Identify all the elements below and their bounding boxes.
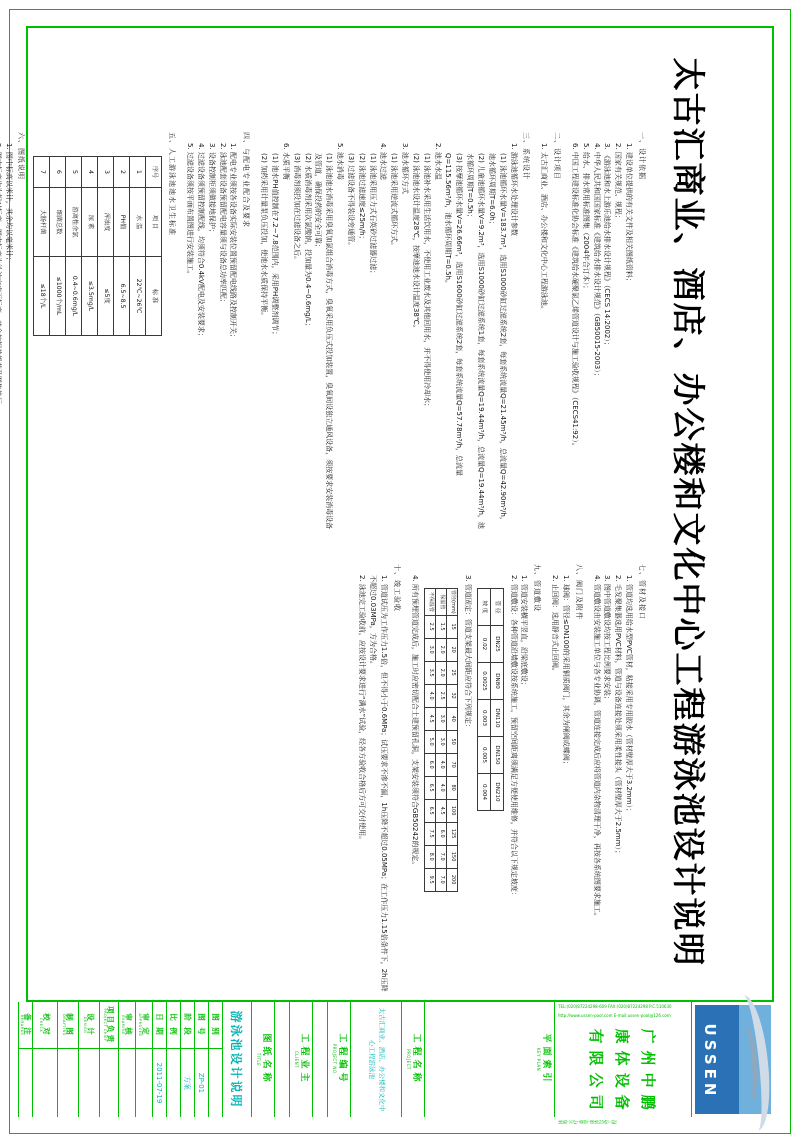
project-name-label-cell <box>401 1002 424 1117</box>
table-cell: 4.0 <box>435 753 446 776</box>
spec-section <box>591 564 647 994</box>
section-item: 2. 泳池完工验收前，应按设计要求进行“满水”试验，经各方验收合格后方可交付使用。 <box>358 575 367 844</box>
field-value: 2011-07-19 <box>155 1062 164 1104</box>
spec-section <box>538 132 562 530</box>
support-table-body <box>424 589 457 892</box>
spec-section <box>33 132 177 530</box>
field-label-text: 图 别 <box>211 1013 220 1037</box>
table-cell: 6.5 <box>424 799 435 822</box>
ussen-logo <box>695 1005 771 1114</box>
table-header-cell: DN80 <box>490 663 503 700</box>
table-cell: 3 <box>98 157 114 188</box>
table-cell: 4.0 <box>435 776 446 799</box>
key-plan-label-en: KEY PLAN <box>536 1047 542 1072</box>
field-label <box>195 1002 208 1049</box>
table-cell: 1 <box>130 157 146 188</box>
field-rows <box>152 1002 222 1117</box>
table-header-cell: 150 <box>446 845 457 868</box>
table-cell: 水 温 <box>130 188 146 257</box>
section-item: 3. 池水循环方式 <box>401 143 410 194</box>
signature-label-text: 审 定 <box>141 1013 151 1037</box>
field-row <box>194 1002 208 1117</box>
section-heading: 一、设计依据 <box>638 132 646 180</box>
spec-section <box>0 132 26 530</box>
section-item: (2) 水质消毒剂采用次氯酸钠，投加量为0.4~0.6mg/L； <box>303 153 312 330</box>
table-cell: 0.005 <box>477 737 490 774</box>
table-header-cell: 100 <box>446 799 457 822</box>
project-no-label: 工程编号 <box>336 1033 347 1086</box>
signature-label-en: CHECK <box>39 1017 44 1033</box>
table-cell: 4.5 <box>435 799 446 822</box>
field-row <box>180 1002 194 1117</box>
table-cell: 3.0 <box>435 707 446 730</box>
spec-section <box>258 132 531 530</box>
table-row <box>34 157 50 336</box>
project-no-label-en: PROJECT NO. <box>331 1043 337 1076</box>
section-item: 6. 水质平衡 <box>281 143 290 180</box>
signature-label-en: DRAFTING <box>62 1014 67 1036</box>
water-table <box>33 156 162 336</box>
section-heading: 六、图纸说明 <box>17 132 26 180</box>
section-item: 2. 池水水温 <box>433 143 442 180</box>
spec-section <box>569 132 647 530</box>
table-header-cell: 25 <box>446 661 457 684</box>
section-item: 3. 《游泳池和水上游乐池给水排水设计规程》（CECS 14:2002）； <box>603 143 612 349</box>
company-block <box>554 1002 691 1125</box>
spec-section <box>409 564 542 994</box>
table-header-cell: 15 <box>446 615 457 638</box>
table-cell: 0.004 <box>477 774 490 811</box>
table-row <box>50 157 66 336</box>
table-cell: 2.5 <box>424 615 435 638</box>
table-header-row <box>446 589 457 892</box>
signature-row <box>32 1002 57 1117</box>
project-no-label-cell <box>327 1002 350 1117</box>
project-name-label: 工程名称 <box>410 1033 421 1086</box>
table-cell: 8.0 <box>424 845 435 868</box>
key-plan-label: 平面索引 <box>541 1033 551 1086</box>
section-item: 4. 所有预埋管道完成后，施工时应密切配合土建预留孔洞，支架安装须符合GB50242的规定。 <box>410 575 419 869</box>
section-item: 6. 中国工程建设标准化协会标准《建筑给水硬聚氯乙烯管道设计与施工验收规程》（CECS41:92）。 <box>570 143 579 450</box>
signature-value <box>33 1049 57 1117</box>
slope-table-body <box>477 589 503 811</box>
section-heading: 七、管材及接口 <box>638 564 646 620</box>
company-logo <box>691 1002 774 1117</box>
company-name-line: 康体设备 <box>613 1028 632 1117</box>
section-item: 1. 配电专业须按各设备实际安装位置预留配电线路及控制开关； <box>229 143 238 341</box>
project-name-label-en: PROJECT <box>405 1049 411 1070</box>
table-row <box>98 157 114 336</box>
field-label <box>209 1002 222 1049</box>
section-item: (1) 池水PH值控制在7.2~7.8范围内，采用PH调整剂调节； <box>271 153 279 339</box>
signature-row <box>57 1002 78 1117</box>
section-heading: 十、竣工验收 <box>393 564 402 612</box>
field-row <box>166 1002 180 1117</box>
field-label-text: 比 例 <box>169 1013 178 1037</box>
support-table <box>424 588 458 892</box>
section-item: 5. 给水、排水常用标准图集（2004年合订本）； <box>581 143 590 293</box>
section-item: 2. 国家有关规范、规程； <box>614 143 623 222</box>
table-header-cell: 70 <box>446 753 457 776</box>
client-label: 工程业主 <box>298 1033 309 1086</box>
signature-row <box>135 1002 152 1117</box>
section-item: 1. 球阀：管径≤DN100的采用铜质阀门，其余为闸阀或蝶阀； <box>561 575 570 768</box>
table-cell: 3.0 <box>435 730 446 753</box>
water-table-body <box>34 157 162 336</box>
table-header-cell: 80 <box>446 776 457 799</box>
table-header-cell: 管径(mm) <box>446 589 457 616</box>
field-label <box>181 1002 194 1049</box>
section-item <box>0 132 3 530</box>
table-cell: 7.0 <box>435 868 446 891</box>
signature-value <box>19 1049 32 1117</box>
field-value: ZP-01 <box>197 1072 206 1094</box>
table-header-cell: 50 <box>446 730 457 753</box>
table-cell: 5.0 <box>424 730 435 753</box>
section-item: (1) 泳池采用逆流式循环方式。 <box>390 153 399 250</box>
field-row <box>152 1002 166 1117</box>
table-cell: 坡 度 <box>477 589 490 626</box>
table-cell: 6 <box>50 157 66 188</box>
table-header-cell: 标 准 <box>146 257 162 336</box>
drawing-title-label-cell <box>251 1002 274 1117</box>
table-row <box>424 589 435 892</box>
table-cell: 2.0 <box>435 638 446 661</box>
section-item: 2. 止回阀：选用静音式止回阀。 <box>551 575 560 675</box>
table-header-row <box>490 589 503 811</box>
signature-row <box>118 1002 135 1117</box>
logo-ussen-text: USSEN <box>701 1023 719 1100</box>
table-header-cell: 序号 <box>146 157 162 188</box>
table-cell: 5 <box>66 157 82 188</box>
table-cell: ≤18个/L <box>34 257 50 336</box>
section-item: 2. 毛发聚集器选用PVC材料，管道与设备连接处须采用柔性接头（管材壁厚大于2.5mm）； <box>614 575 623 858</box>
slope-table <box>477 588 504 811</box>
section-item: 4. 过滤设备须预留控制配线，均须符合0.4kV配电及安装要求； <box>196 143 205 340</box>
section-item: (1) 泳池补水采用生活饮用水，不使用工业废水及其他回用水，并不得使用冷却水； <box>422 153 431 411</box>
section-item: 4. 池水过滤 <box>379 143 388 180</box>
table-row <box>114 157 130 336</box>
table-cell: 0.003 <box>477 700 490 737</box>
signature-value <box>58 1049 78 1117</box>
section-item: 1. 管道安装横平竖直，沿梁底敷设； <box>520 575 529 689</box>
table-cell: 3.5 <box>424 661 435 684</box>
company-contact-line-1: TEL:(020)87224298-609 FAX:(020)87224298 P.C.510630 <box>558 1004 672 1009</box>
signature-label-en: REMARKS <box>20 1014 24 1036</box>
table-cell: 浑浊度 <box>98 188 114 257</box>
field-value: 方案 <box>183 1076 192 1090</box>
table-row <box>82 157 98 336</box>
table-cell: ≤1000个/mL <box>50 257 66 336</box>
section-item: 1. 太古汇商业、酒店、办公楼和文化中心工程游泳池。 <box>540 143 549 313</box>
table-header-cell: 40 <box>446 707 457 730</box>
section-item: (1) 泳池循环水量V=183.7m³，选用S1000砂缸过滤系统2套，每套系统流量Q=21.45m³/h，总流量Q=42.90m³/h，池水循环周期T=6.0h； <box>487 153 507 524</box>
signature-label-text: 审 核 <box>124 1013 134 1037</box>
section-item: 1. 图中标高以米计，其余均以毫米计； <box>4 143 13 264</box>
drawing-title-label-en: TITLE <box>255 1052 261 1067</box>
table-header-cell: 管 径 <box>490 589 503 626</box>
section-item: 4. 中华人民共和国国家标准《建筑给水排水设计规范》（GB50015-2003）； <box>592 143 601 380</box>
table-cell: 不保温管 <box>424 589 435 616</box>
field-label <box>153 1002 166 1049</box>
section-heading: 四、与配电专业配合及要求 <box>242 132 251 228</box>
spec-section <box>549 564 584 994</box>
table-header-cell: 项 目 <box>146 188 162 257</box>
signature-label <box>19 1002 32 1049</box>
section-item: 3. 管道固定：管道支架最大间距应符合下列规定： <box>463 575 472 731</box>
table-cell: 游离性余氯 <box>66 188 82 257</box>
project-no-value <box>312 1002 327 1117</box>
table-cell: 4.0 <box>424 684 435 707</box>
company-name <box>558 1022 688 1117</box>
table-cell: 尿 素 <box>82 188 98 257</box>
section-item: (2) 泳池过滤速度≤25m/h； <box>357 153 366 243</box>
table-cell: 大肠杆菌 <box>34 188 50 257</box>
table-header-cell: 125 <box>446 822 457 845</box>
section-item: 3. 图中管道敷设均按工程比例要求安装； <box>603 575 612 703</box>
table-cell: 1.5 <box>435 615 446 638</box>
section-item: 3. 设备控制柜须做接地保护； <box>207 143 216 236</box>
field-row <box>208 1002 222 1117</box>
section-item: 4. 管道敷设由安装施工单位与各专业协调，管道连接完成后应将管道内杂物清理干净，再按各系统图要求施工。 <box>592 575 601 920</box>
drawing-title-value: 游泳池设计说明 <box>222 1002 251 1117</box>
spec-section <box>357 564 402 994</box>
field-label-text: 图 号 <box>197 1013 206 1037</box>
table-cell: ≤5度 <box>98 257 114 336</box>
section-item: (3) 消毒剂须投加在过滤设备之后。 <box>292 153 301 264</box>
signature-label-text: 备 注 <box>23 1013 32 1037</box>
table-header-cell: DN25 <box>490 626 503 663</box>
section-item: (1) 泳池采用压力式石英砂过滤器过滤； <box>368 153 377 278</box>
table-cell: 0.0025 <box>477 663 490 700</box>
company-name-line: 广州中鹏 <box>639 1028 658 1117</box>
signature-label-text: 制 图 <box>65 1013 75 1037</box>
table-header-cell: DN210 <box>490 774 503 811</box>
signature-value <box>79 1049 99 1117</box>
signature-value <box>100 1049 118 1117</box>
table-header-cell: DN150 <box>490 737 503 774</box>
signature-label <box>33 1002 57 1049</box>
table-cell: 7 <box>34 157 50 188</box>
table-cell: 2.5 <box>435 684 446 707</box>
signature-row <box>78 1002 99 1117</box>
section-item: (2) 加药采用计量泵负压投加，使池水水质保持平衡。 <box>260 153 269 320</box>
signature-label <box>79 1002 99 1049</box>
section-item: 1. 管道试压为工作压力1.5倍，但不得小于0.6MPa；试压要求不渗不漏，1h压降不超过0.05MPa；在工作压力1.15倍条件下，2h压降不超过0.03MPa，方为合格。 <box>369 575 389 992</box>
signature-row <box>18 1002 32 1117</box>
section-item: 1. 游泳池循环水处理设计参数 <box>509 143 518 236</box>
section-item: (3) 过滤设备不得装设旁通管。 <box>346 153 355 250</box>
client-value <box>274 1002 289 1117</box>
section-heading: 八、阀门及附件 <box>574 564 583 620</box>
table-cell: 7.5 <box>424 822 435 845</box>
signature-label <box>58 1002 78 1049</box>
table-header-cell: 200 <box>446 868 457 891</box>
spec-column-left <box>4 132 650 530</box>
table-cell: 22℃~26℃ <box>130 257 146 336</box>
company-name-line: 有限公司 <box>587 1028 606 1117</box>
table-header-row <box>146 157 162 336</box>
table-cell: 3.0 <box>424 638 435 661</box>
spec-section <box>184 132 251 530</box>
spec-text-area <box>4 132 650 994</box>
signature-label-text: 项目负责 <box>106 1006 116 1044</box>
section-item: (2) 儿童池循环水量V=9.2m³，选用S1000砂缸过滤系统1套，每套系统流量Q=19.44m³/h，总流量Q=19.44m³/h，池水循环周期T=0.5h； <box>466 153 486 529</box>
key-plan-cell <box>424 1002 554 1117</box>
field-label-text: 日 期 <box>155 1013 164 1037</box>
section-item: (2) 泳池池水设计温度28℃，按摩池池水设计温度38℃。 <box>411 153 420 332</box>
table-header-cell: 20 <box>446 638 457 661</box>
signature-rows <box>18 1002 152 1117</box>
table-header-cell: DN110 <box>490 700 503 737</box>
table-cell: ≤3.5mg/L <box>82 257 98 336</box>
section-item: (1) 泳池池水消毒采用臭氧加氯组合消毒方式，臭氧采用负压式投加装置，臭氧间设独立通风设备，须按要求安装消毒设备及管道，确保投药的安全可靠； <box>314 153 334 530</box>
field-value <box>209 1049 222 1117</box>
signature-row <box>99 1002 118 1117</box>
table-cell: 6.5 <box>424 776 435 799</box>
table-row <box>435 589 446 892</box>
signature-label-text: 校 对 <box>42 1013 52 1037</box>
table-row <box>130 157 146 336</box>
table-cell: 6.0 <box>435 822 446 845</box>
field-value <box>167 1049 180 1117</box>
table-cell: 2.0 <box>435 661 446 684</box>
table-cell: PH值 <box>114 188 130 257</box>
signature-value <box>136 1049 152 1117</box>
table-cell: 4.5 <box>424 707 435 730</box>
table-row <box>477 589 490 811</box>
field-label-text: 阶 段 <box>183 1013 192 1037</box>
table-cell: 6.5~8.5 <box>114 257 130 336</box>
table-cell: 4 <box>82 157 98 188</box>
table-cell: 7.0 <box>435 845 446 868</box>
table-cell: 保温管 <box>435 589 446 616</box>
signature-label-en: PROJECT CHIEF <box>103 1008 108 1042</box>
table-cell: 2 <box>114 157 130 188</box>
table-cell: 0.4~0.6mg/L <box>66 257 82 336</box>
signature-label-text: 设 计 <box>86 1013 96 1037</box>
drawing-title-label: 图纸名称 <box>260 1033 271 1086</box>
signature-label <box>119 1002 135 1049</box>
table-header-cell: 32 <box>446 684 457 707</box>
spec-column-right <box>32 564 650 994</box>
drawing-main-title: 太古汇商业、酒店、办公楼和文化中心工程游泳池设计说明 <box>669 57 708 968</box>
signature-label-en: DESIGN <box>83 1016 88 1034</box>
section-item: (3) 按摩池循环水量V=26.66m³，选用S1600砂缸过滤系统2套，每套系统流量Q=57.78m³/h，总流量Q=115.56m³/h，池水循环周期T=0.5h。 <box>444 153 464 477</box>
section-item: 1. 管道均选用给水型PVC管材，粘接采用专用胶水（管材壁厚大于3.2mm）； <box>625 575 634 816</box>
table-cell: 6.0 <box>424 753 435 776</box>
signature-label <box>136 1002 152 1049</box>
table-cell: 0.02 <box>477 626 490 663</box>
signature-value <box>119 1049 135 1117</box>
section-heading: 三、系统设计 <box>522 132 531 180</box>
client-label-cell <box>289 1002 312 1117</box>
company-tagline: 泳池·水疗·桑拿·康体设备工程 <box>558 1119 617 1125</box>
project-name-value: 太古汇商业、酒店、办公楼和文化中心工程游泳池 <box>350 1002 401 1117</box>
section-heading: 二、设计项目 <box>553 132 562 180</box>
client-label-en: CLIENT <box>293 1050 299 1069</box>
table-cell: 9.5 <box>424 868 435 891</box>
section-heading: 九、管道敷设 <box>533 564 542 612</box>
table-cell: 细菌总数 <box>50 188 66 257</box>
signature-label-en: APPROVED <box>138 1013 143 1037</box>
company-contact-line-2: http://www.ussen-pool.com E-mail:ussen-pool@126.com <box>558 1012 671 1018</box>
signature-label-en: EXAMINE <box>121 1015 126 1035</box>
section-item: 5. 池水消毒 <box>336 143 345 180</box>
signature-label <box>100 1002 118 1049</box>
section-heading: 五、人工游泳池池水卫生标准 <box>168 132 177 236</box>
section-item: 5. 过滤设备须按平面布置图进行安装施工。 <box>186 143 195 278</box>
field-label <box>167 1002 180 1049</box>
section-item: 2. 管道敷设：各种管道沿墙敷设按系统施工，预留空间距离须满足方便使用维修，并符合以下规定坡度： <box>509 575 518 899</box>
title-block <box>20 1000 774 1125</box>
section-item: 1. 建设单位提供的有关文件及相关图纸资料； <box>625 143 634 285</box>
table-row <box>66 157 82 336</box>
section-item: 2. 泳池配套设备预留配电容量须与设备总功率匹配； <box>218 143 227 306</box>
